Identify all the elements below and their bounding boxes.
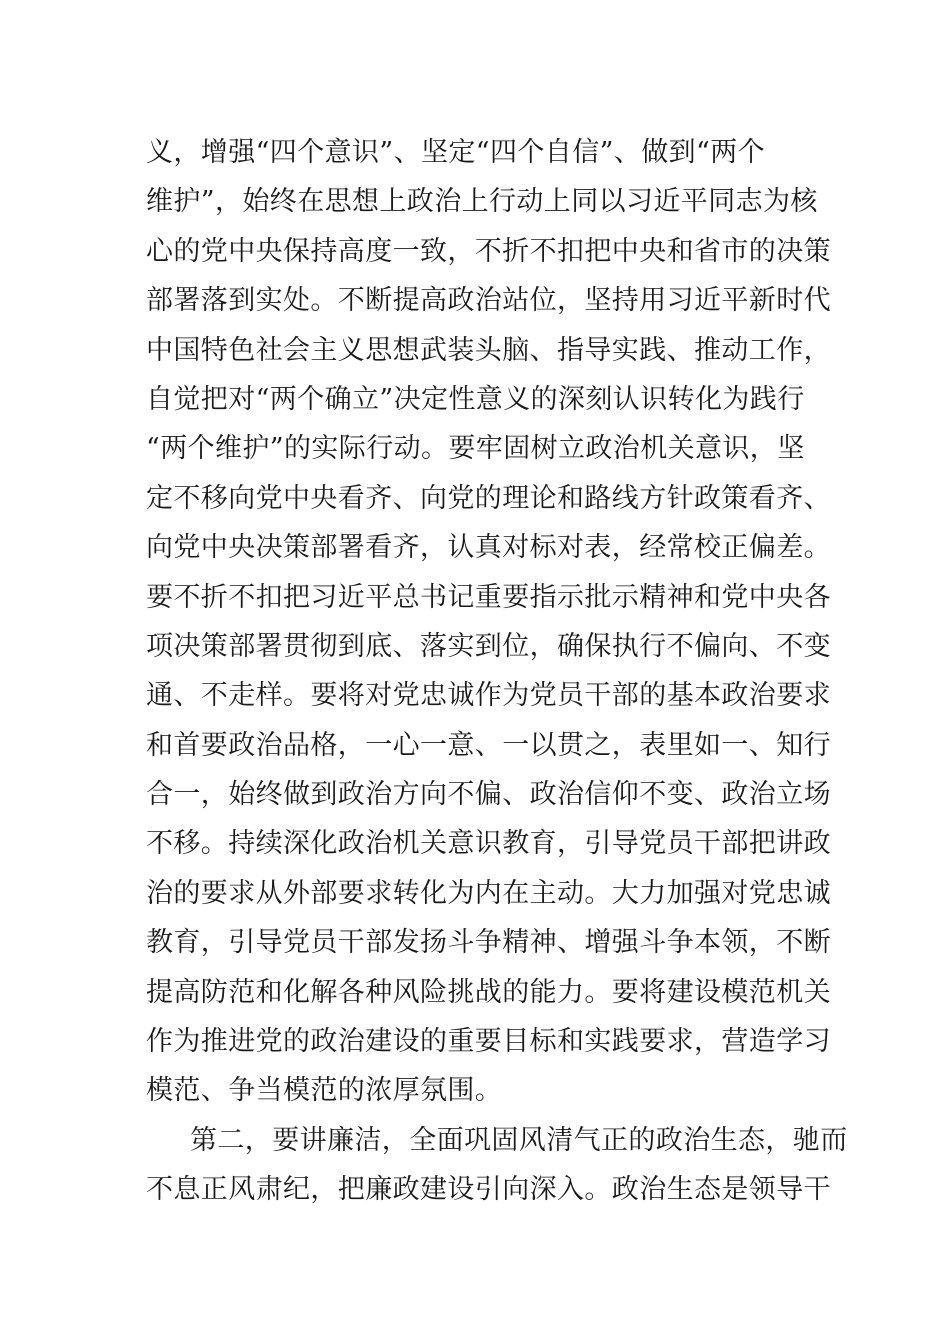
text-line: 治的要求从外部要求转化为内在主动。大力加强对党忠诚 [146,877,831,909]
text-line: 向党中央决策部署看齐，认真对标对表，经常校正偏差。 [146,532,831,564]
text-line: 合一，始终做到政治方向不偏、政治信仰不变、政治立场 [146,779,831,811]
text-line: 提高防范和化解各种风险挑战的能力。要将建设模范机关 [146,976,831,1008]
text-line: 模范、争当模范的浓厚氛围。 [146,1075,503,1107]
text-line: 义，增强“四个意识”、坚定“四个自信”、做到“两个 [146,137,766,168]
text-line: 项决策部署贯彻到底、落实到位，确保执行不偏向、不变 [146,630,831,662]
paragraph-start-line: 第二，要讲廉洁，全面巩固风清气正的政治生态，驰而 [190,1124,848,1156]
text-line: 不移。持续深化政治机关意识教育，引导党员干部把讲政 [146,828,831,860]
text-line: 中国特色社会主义思想武装头脑、指导实践、推动工作， [146,334,831,366]
body-text [146,128,848,1215]
text-line: 自觉把对“两个确立”决定性意义的深刻认识转化为践行 [146,383,805,415]
text-line: 定不移向党中央看齐、向党的理论和路线方针政策看齐、 [146,482,831,514]
text-line: 要不折不扣把习近平总书记重要指示批示精神和党中央各 [146,581,831,613]
text-line: 不息正风肃纪，把廉政建设引向深入。政治生态是领导干 [146,1174,831,1206]
text-line: 通、不走样。要将对党忠诚作为党员干部的基本政治要求 [146,680,831,712]
text-line: “两个维护”的实际行动。要牢固树立政治机关意识，坚 [146,433,805,465]
text-line: 和首要政治品格，一心一意、一以贯之，表里如一、知行 [146,729,831,761]
text-line: 部署落到实处。不断提高政治站位，坚持用习近平新时代 [146,285,831,317]
text-line: 作为推进党的政治建设的重要目标和实践要求，营造学习 [146,1026,831,1058]
text-line: 维护”，始终在思想上政治上行动上同以习近平同志为核 [146,186,818,218]
text-line: 心的党中央保持高度一致，不折不扣把中央和省市的决策 [146,235,831,267]
text-line: 教育，引导党员干部发扬斗争精神、增强斗争本领，不断 [146,927,831,959]
